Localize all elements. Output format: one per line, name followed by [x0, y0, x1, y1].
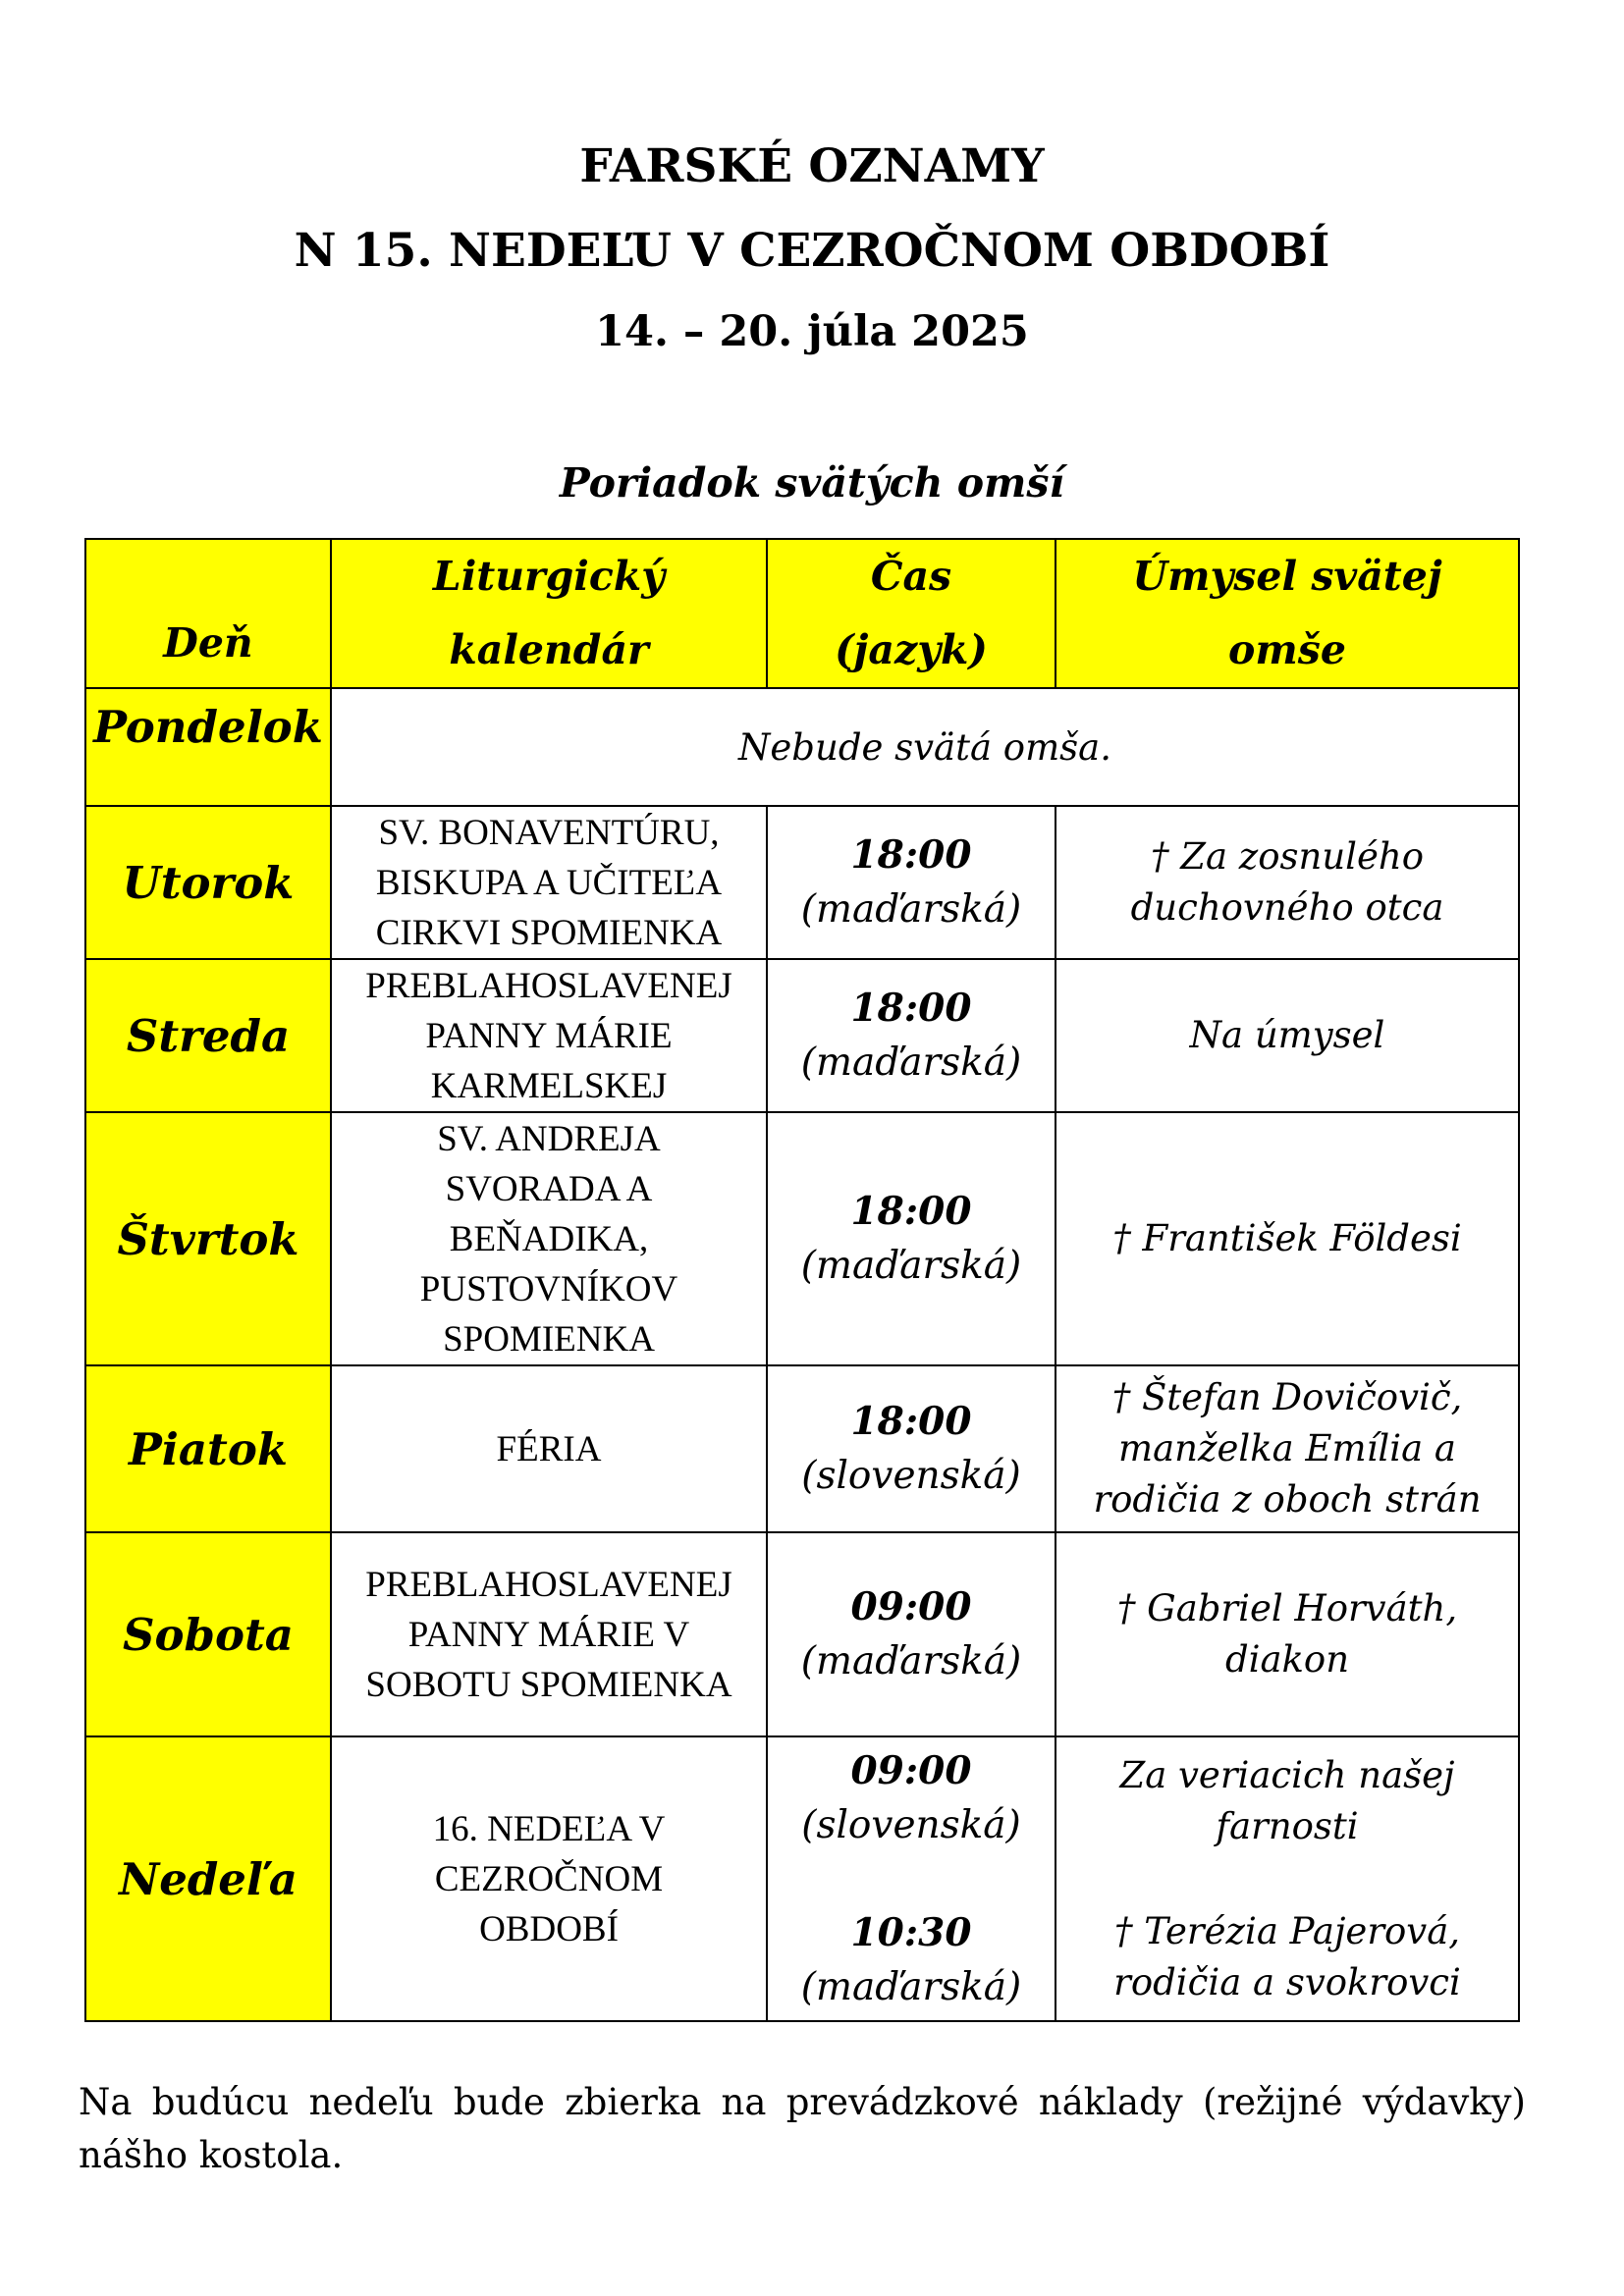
time-cell: [767, 1365, 1056, 1532]
table-row: [85, 959, 1519, 1112]
mass-language: (maďarská): [800, 1244, 1022, 1288]
document-title: FARSKÉ OZNAMY: [579, 139, 1045, 193]
mass-time: 18:00: [850, 832, 972, 878]
day-cell: Nedeľa: [85, 1736, 331, 2021]
no-mass-note: Nebude svätá omša.: [331, 688, 1519, 806]
table-row: [85, 688, 1519, 806]
mass-language: (slovenská): [801, 1802, 1021, 1847]
mass-time: 10:30: [850, 1909, 972, 1955]
mass-schedule-table: [84, 538, 1520, 2022]
day-cell: Štvrtok: [85, 1112, 331, 1365]
day-cell: Pondelok: [85, 688, 331, 806]
table-row: [85, 1365, 1519, 1532]
intention-cell: [1056, 1736, 1519, 2021]
mass-language: (slovenská): [801, 1454, 1021, 1498]
column-header-day: Deň: [85, 539, 331, 688]
day-cell: Sobota: [85, 1532, 331, 1736]
column-header-liturgical: Liturgický kalendár: [331, 539, 767, 688]
mass-language: (maďarská): [800, 1041, 1022, 1085]
day-cell: Streda: [85, 959, 331, 1112]
mass-language: (maďarská): [800, 1639, 1022, 1683]
table-header-row: [85, 539, 1519, 688]
table-row: [85, 1112, 1519, 1365]
mass-time: 09:00: [850, 1747, 972, 1793]
intention-cell: † Gabriel Horváth, diakon: [1056, 1532, 1519, 1736]
day-cell: Utorok: [85, 806, 331, 959]
table-row: [85, 1736, 1519, 2021]
mass-time: 18:00: [850, 1399, 972, 1444]
liturgical-cell: SV. ANDREJA SVORADA A BEŇADIKA, PUSTOVNÍKOV SPOMIENKA: [331, 1112, 767, 1365]
mass-language: (maďarská): [800, 887, 1022, 932]
column-header-time: Čas (jazyk): [767, 539, 1056, 688]
time-cell: [767, 1736, 1056, 2021]
table-row: [85, 1532, 1519, 1736]
time-cell: [767, 1112, 1056, 1365]
document-subtitle: N 15. NEDEĽU V CEZROČNOM OBDOBÍ: [294, 224, 1330, 278]
mass-intention: † Terézia Pajerová, rodičia a svokrovci: [1113, 1909, 1461, 2003]
section-title: Poriadok svätých omší: [559, 459, 1065, 507]
liturgical-cell: PREBLAHOSLAVENEJ PANNY MÁRIE KARMELSKEJ: [331, 959, 767, 1112]
mass-intention: Za veriacich našej farnosti: [1119, 1753, 1455, 1847]
mass-time: 09:00: [850, 1584, 972, 1629]
intention-cell: † Za zosnulého duchovného otca: [1056, 806, 1519, 959]
table-row: [85, 806, 1519, 959]
intention-cell: † Štefan Dovičovič, manželka Emília a rodičia z oboch strán: [1056, 1365, 1519, 1532]
time-cell: [767, 1532, 1056, 1736]
document-dates: 14. – 20. júla 2025: [595, 307, 1029, 356]
announcement-text: Na budúcu nedeľu bude zbierka na prevádzkové náklady (režijné výdavky) nášho kostola.: [79, 2081, 1526, 2176]
liturgical-cell: SV. BONAVENTÚRU, BISKUPA A UČITEĽA CIRKVI SPOMIENKA: [331, 806, 767, 959]
time-cell: [767, 959, 1056, 1112]
liturgical-cell: FÉRIA: [331, 1365, 767, 1532]
mass-time: 18:00: [850, 1189, 972, 1234]
time-cell: [767, 806, 1056, 959]
intention-cell: † František Földesi: [1056, 1112, 1519, 1365]
mass-time: 18:00: [850, 986, 972, 1031]
mass-language: (maďarská): [800, 1964, 1022, 2009]
day-cell: Piatok: [85, 1365, 331, 1532]
intention-cell: Na úmysel: [1056, 959, 1519, 1112]
liturgical-cell: PREBLAHOSLAVENEJ PANNY MÁRIE V SOBOTU SPOMIENKA: [331, 1532, 767, 1736]
column-header-intention: Úmysel svätej omše: [1056, 539, 1519, 688]
liturgical-cell: 16. NEDEĽA V CEZROČNOM OBDOBÍ: [331, 1736, 767, 2021]
